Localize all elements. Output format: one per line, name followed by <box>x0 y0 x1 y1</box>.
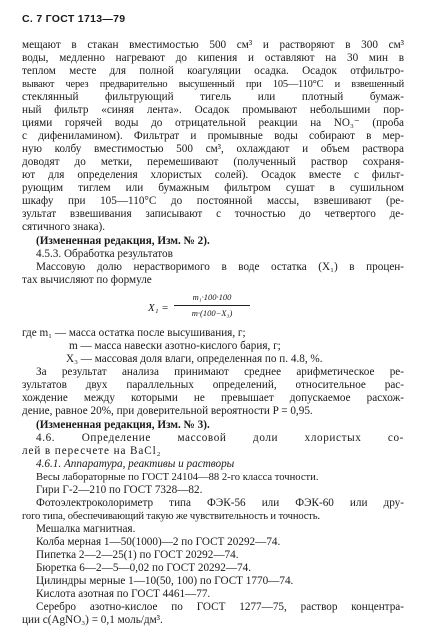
text-line: хождение между которыми не превышает допускаемое расхож- <box>22 392 404 404</box>
text-line: доводят до метки, перемешивают (полученный раствор сохраня- <box>22 156 404 168</box>
equipment-item: Серебро азотно-кислое по ГОСТ 1277—75, раствор концентра- <box>36 601 404 613</box>
text-line: стеклянный фильтрующий тигель или плотный бумаж- <box>22 91 404 103</box>
amendment-note: (Измененная редакция, Изм. № 3). <box>36 419 210 431</box>
subsection-heading: 4.6.1. Аппаратура, реактивы и растворы <box>36 458 235 470</box>
text-line: сятичного знака). <box>22 221 106 233</box>
text-line: дение, равное 20%, при доверительной вероятности P = 0,95. <box>22 405 313 417</box>
equipment-item: Колба мерная 1—50(1000)—2 по ГОСТ 20292—74. <box>36 536 281 548</box>
amendment-note: (Измененная редакция, Изм. № 2). <box>36 235 210 247</box>
text-line: зультатов двух параллельных определений, относительное рас- <box>22 379 404 391</box>
text-line: рующим тиглем или бумажным фильтром сушат в сушильном <box>22 182 404 194</box>
text-line: ную колбу вместимостью 500 см³, охлаждают и объем раствора <box>22 143 404 155</box>
equipment-item: Кислота азотная по ГОСТ 4461—77. <box>36 588 211 600</box>
legend-line: m — масса навески азотно-кислого бария, г; <box>69 340 281 352</box>
text-line: воды, медленно нагревают до кипения и оставляют на 30 мин в <box>22 52 404 64</box>
text-line: ют для определения хлористых солей). Осадок вместе с фильт- <box>22 169 404 181</box>
text-line: тах вычисляют по формуле <box>22 274 152 286</box>
text-line: гого типа, обеспечивающий такую же чувствительность и точность. <box>22 511 320 522</box>
equipment-item: Фотоэлектроколориметр типа ФЭК-56 или ФЭК-60 или дру- <box>36 497 404 509</box>
formula-lhs: X₁ = <box>148 302 169 314</box>
formula-numerator: m₁·100·100 <box>192 292 232 302</box>
text-line: ции с(AgNO₃) = 0,1 моль/дм³. <box>22 614 163 626</box>
text-line: теплом месте для полной коагуляции осадка. Осадок отфильтро- <box>22 65 404 77</box>
page-header: С. 7 ГОСТ 1713—79 <box>22 13 126 25</box>
section-heading: лей в пересчете на BaCl₂ <box>22 445 162 457</box>
text-line: Массовую долю нерастворимого в воде остатка (X₁) в процен- <box>36 261 404 273</box>
legend-line: где m₁ — масса остатка после высушивания, г; <box>22 327 246 339</box>
formula-denominator: m·(100−X₃) <box>191 308 233 318</box>
equipment-item: Мешалка магнитная. <box>36 523 136 535</box>
equipment-item: Гири Г-2—210 по ГОСТ 7328—82. <box>36 484 203 496</box>
equipment-item: Цилиндры мерные 1—10(50, 100) по ГОСТ 1770—74. <box>36 575 294 587</box>
text-line: мещают в стакан вместимостью 500 см³ и растворяют в 300 см³ <box>22 39 404 51</box>
text-line: вывают через предварительно высушенный при 105—110°С и взвешенный <box>22 79 404 90</box>
text-line: шкафу при 105—110°С до постоянной массы, взвешивают (ре- <box>22 195 404 207</box>
fraction-bar <box>174 305 250 306</box>
section-heading: 4.6. Определение массовой доли хлористых со- <box>36 432 404 444</box>
text-line: с дифениламином). Фильтрат и промывные воды собирают в мер- <box>22 130 404 142</box>
text-line: ный фильтр «синяя лента». Осадок промывают небольшими пор- <box>22 104 404 116</box>
legend-line: X₃ — массовая доля влаги, определенная по п. 4.8, %. <box>66 353 323 365</box>
equipment-item: Бюретка 6—2—5—0,02 по ГОСТ 20292—74. <box>36 562 251 574</box>
text-line: циями горячей воды до отрицательной реакции на NO₃⁻ (проба <box>22 117 404 129</box>
text-line: зультат взвешивания записывают с точностью до четвертого де- <box>22 208 404 220</box>
equipment-item: Пипетка 2—2—25(1) по ГОСТ 20292—74. <box>36 549 239 561</box>
section-heading: 4.5.3. Обработка результатов <box>36 248 173 260</box>
text-line: За результат анализа принимают среднее арифметическое ре- <box>36 366 404 378</box>
equipment-item: Весы лабораторные по ГОСТ 24104—88 2-го класса точности. <box>36 472 319 483</box>
